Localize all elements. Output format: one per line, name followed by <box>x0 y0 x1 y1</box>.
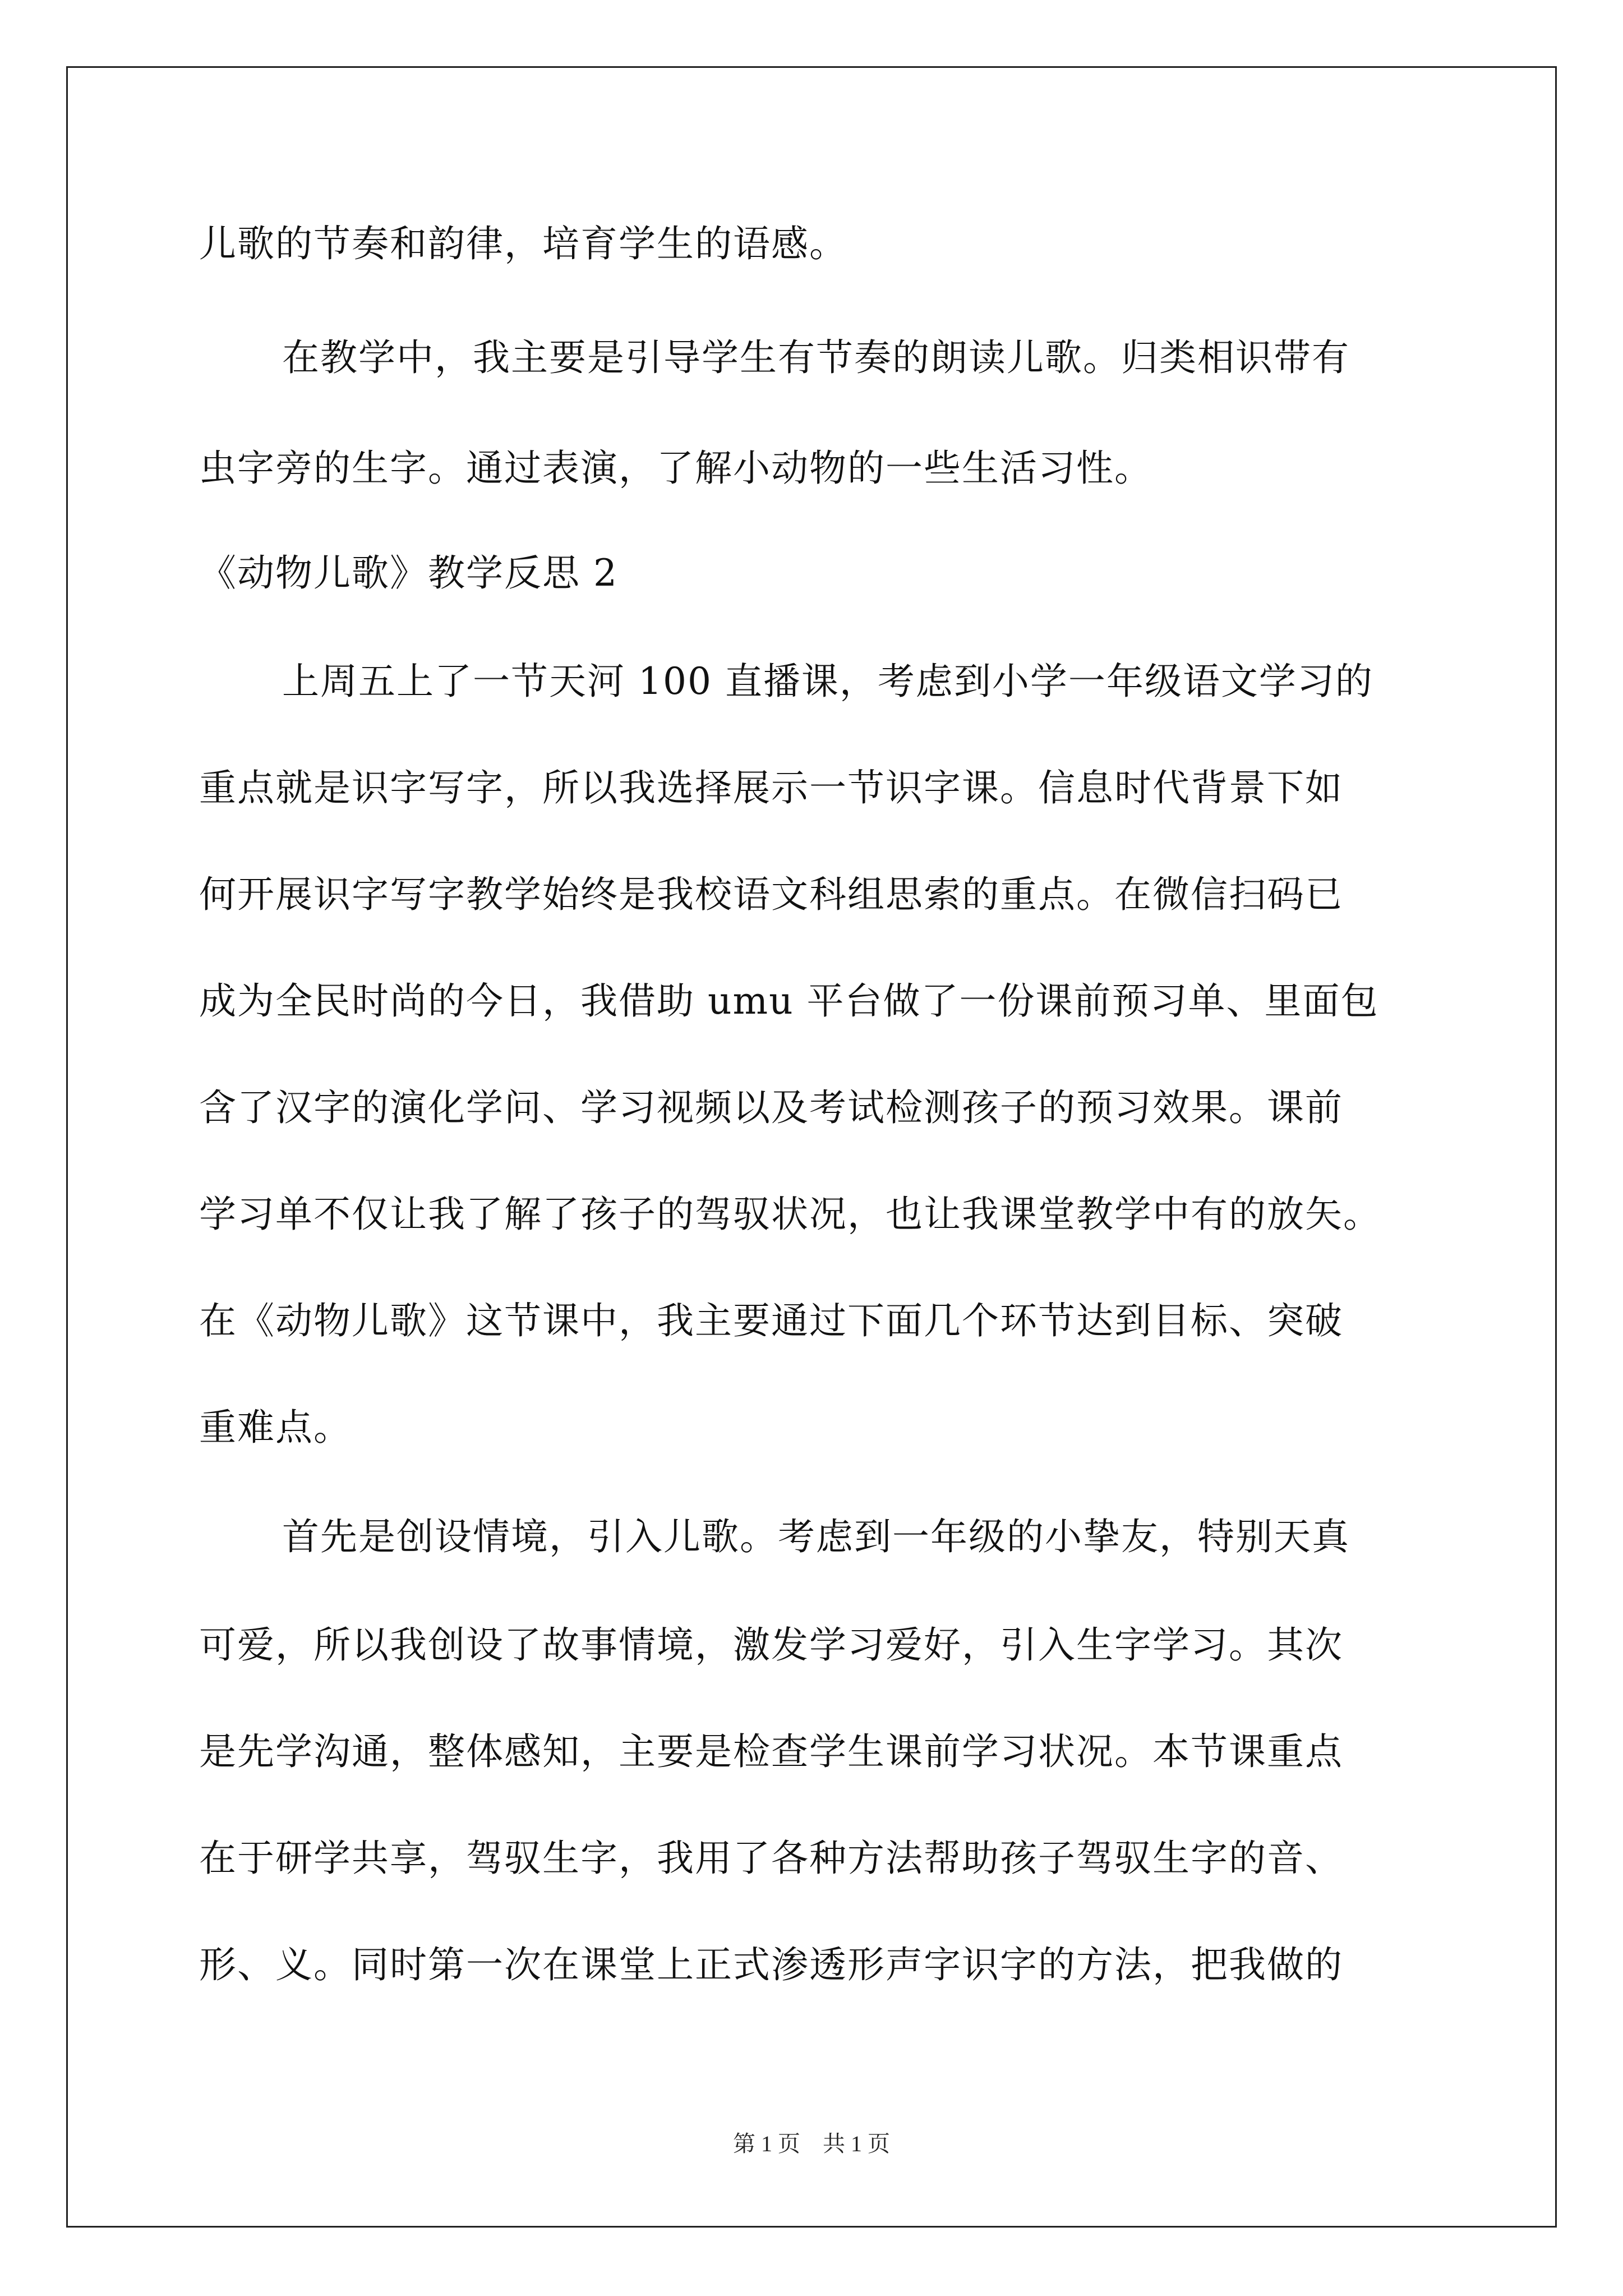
text-line: 在教学中，我主要是引导学生有节奏的朗读儿歌。归类相识带有 <box>282 336 1350 379</box>
section-heading: 《动物儿歌》教学反思 2 <box>199 551 618 595</box>
text-line: 含了汉字的演化学问、学习视频以及考试检测孩子的预习效果。课前 <box>199 1086 1343 1129</box>
text-line: 可爱，所以我创设了故事情境，激发学习爱好，引入生字学习。其次 <box>199 1623 1343 1667</box>
text-line: 在于研学共享，驾驭生字，我用了各种方法帮助孩子驾驭生字的音、 <box>199 1837 1343 1880</box>
text-line: 虫字旁的生字。通过表演，了解小动物的一些生活习性。 <box>199 447 1152 490</box>
text-line: 学习单不仅让我了解了孩子的驾驭状况，也让我课堂教学中有的放矢。 <box>199 1193 1381 1236</box>
text-line: 形、义。同时第一次在课堂上正式渗透形声字识字的方法，把我做的 <box>199 1943 1343 1986</box>
text-line: 重点就是识字写字，所以我选择展示一节识字课。信息时代背景下如 <box>199 766 1343 809</box>
text-line: 何开展识字写字教学始终是我校语文科组思索的重点。在微信扫码已 <box>199 873 1343 916</box>
text-line: 重难点。 <box>199 1406 352 1449</box>
text-line: 成为全民时尚的今日，我借助 umu 平台做了一份课前预习单、里面包 <box>199 979 1379 1023</box>
text-line: 首先是创设情境，引入儿歌。考虑到一年级的小挚友，特别天真 <box>282 1515 1350 1558</box>
text-line: 儿歌的节奏和韵律，培育学生的语感。 <box>199 222 847 265</box>
text-line: 上周五上了一节天河 100 直播课，考虑到小学一年级语文学习的 <box>282 660 1373 703</box>
text-line: 在《动物儿歌》这节课中，我主要通过下面几个环节达到目标、突破 <box>199 1299 1343 1342</box>
page-number: 第 1 页 共 1 页 <box>733 2131 890 2156</box>
page-border <box>66 66 1557 2228</box>
text-line: 是先学沟通，整体感知，主要是检查学生课前学习状况。本节课重点 <box>199 1730 1343 1773</box>
